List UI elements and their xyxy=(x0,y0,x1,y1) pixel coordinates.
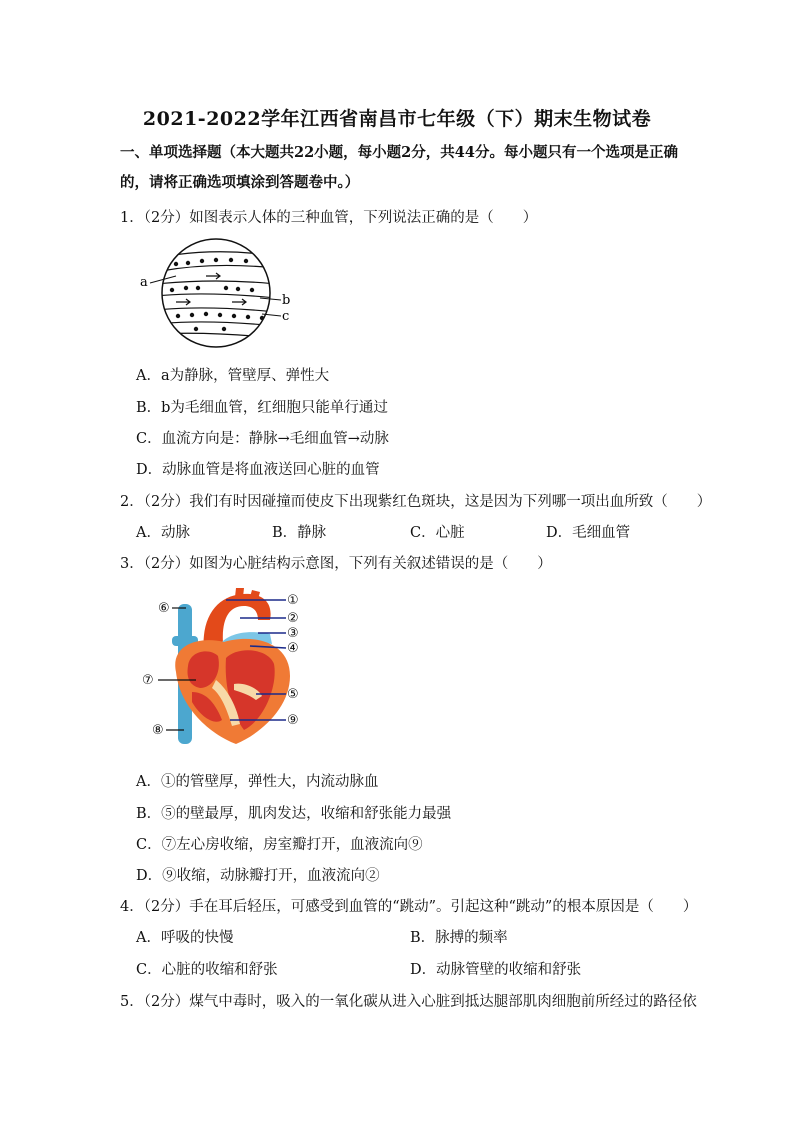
q3-option-a[interactable] xyxy=(136,770,378,791)
q4-option-c[interactable]: C．心脏的收缩和舒张 xyxy=(136,962,278,978)
label-1: ① xyxy=(287,593,299,608)
q2-option-d[interactable]: D．毛细血管 xyxy=(546,525,631,541)
q1-option-d[interactable]: D．动脉血管是将血液送回心脏的血管 xyxy=(136,462,380,478)
q1-option-b[interactable]: B．b为毛细血管，红细胞只能单行通过 xyxy=(136,400,388,416)
q3-option-c-text: 左心房收缩，房室瓣打开，血液流向 xyxy=(176,837,409,853)
q2-option-c[interactable]: C．心脏 xyxy=(410,525,465,541)
q3-option-b-text: 的壁最厚，肌肉发达，收缩和舒张能力最强 xyxy=(175,806,452,822)
q2-option-a[interactable]: A．动脉 xyxy=(136,525,190,541)
q1-stem: 1．（2分）如图表示人体的三种血管，下列说法正确的是（ ） xyxy=(120,210,538,226)
label-9: ⑨ xyxy=(287,713,299,728)
q3-option-b-prefix: B． xyxy=(136,806,162,822)
q3-option-d-prefix: D． xyxy=(136,868,163,884)
q3-option-a-mark: ① xyxy=(160,774,176,790)
heart-structure-figure xyxy=(140,584,316,748)
q3-option-c-mark2: ⑨ xyxy=(408,837,423,853)
q4-stem: 4．（2分）手在耳后轻压，可感受到血管的“跳动”。引起这种“跳动”的根本原因是（ ） xyxy=(120,899,698,915)
label-b: b xyxy=(282,293,291,308)
blood-vessels-figure xyxy=(136,236,296,350)
label-2: ② xyxy=(287,611,299,626)
label-6: ⑥ xyxy=(158,601,170,616)
q3-option-d-mark: ⑨ xyxy=(162,868,177,884)
q3-stem: 3．（2分）如图为心脏结构示意图，下列有关叙述错误的是（ ） xyxy=(120,556,552,572)
q4-option-d[interactable]: D．动脉管壁的收缩和舒张 xyxy=(410,962,582,978)
label-3: ③ xyxy=(287,626,299,641)
q1-option-a[interactable]: A．a为静脉，管壁厚、弹性大 xyxy=(136,368,330,384)
section-header-line1: 一、单项选择题（本大题共22小题，每小题2分，共44分。每小题只有一个选项是正确 xyxy=(120,144,678,161)
label-5: ⑤ xyxy=(287,687,299,702)
q5-stem: 5．（2分）煤气中毒时，吸入的一氧化碳从进入心脏到抵达腿部肌肉细胞前所经过的路径依 xyxy=(120,994,697,1010)
q3-option-a-prefix: A． xyxy=(136,774,161,790)
section-header-line2: 的，请将正确选项填涂到答题卷中。） xyxy=(120,174,360,191)
q3-option-d-text: 收缩，动脉瓣打开，血液流向 xyxy=(176,868,366,884)
label-4: ④ xyxy=(287,641,299,656)
q3-option-b[interactable] xyxy=(136,802,451,823)
q4-option-a[interactable]: A．呼吸的快慢 xyxy=(136,930,234,946)
q3-option-c-mark: ⑦ xyxy=(161,837,177,853)
q3-option-d-mark2: ② xyxy=(365,868,380,884)
label-c: c xyxy=(282,309,290,324)
q4-option-b[interactable]: B．脉搏的频率 xyxy=(410,930,508,946)
section-header xyxy=(120,138,680,198)
q3-option-c[interactable] xyxy=(136,833,423,854)
q2-option-b[interactable]: B．静脉 xyxy=(272,525,327,541)
q3-option-b-mark: ⑤ xyxy=(161,806,176,822)
label-8: ⑧ xyxy=(152,723,164,738)
label-a: a xyxy=(140,275,148,290)
q3-option-a-text: 的管壁厚，弹性大，内流动脉血 xyxy=(175,774,379,790)
label-7: ⑦ xyxy=(142,673,154,688)
q2-stem: 2．（2分）我们有时因碰撞而使皮下出现紫红色斑块，这是因为下列哪一项出血所致（ ） xyxy=(120,494,712,510)
q3-option-c-prefix: C． xyxy=(136,837,162,853)
page-title: 2021-2022学年江西省南昌市七年级（下）期末生物试卷 xyxy=(142,108,652,130)
q1-option-c[interactable]: C．血流方向是：静脉→毛细血管→动脉 xyxy=(136,431,389,447)
q3-option-d[interactable] xyxy=(136,864,380,885)
